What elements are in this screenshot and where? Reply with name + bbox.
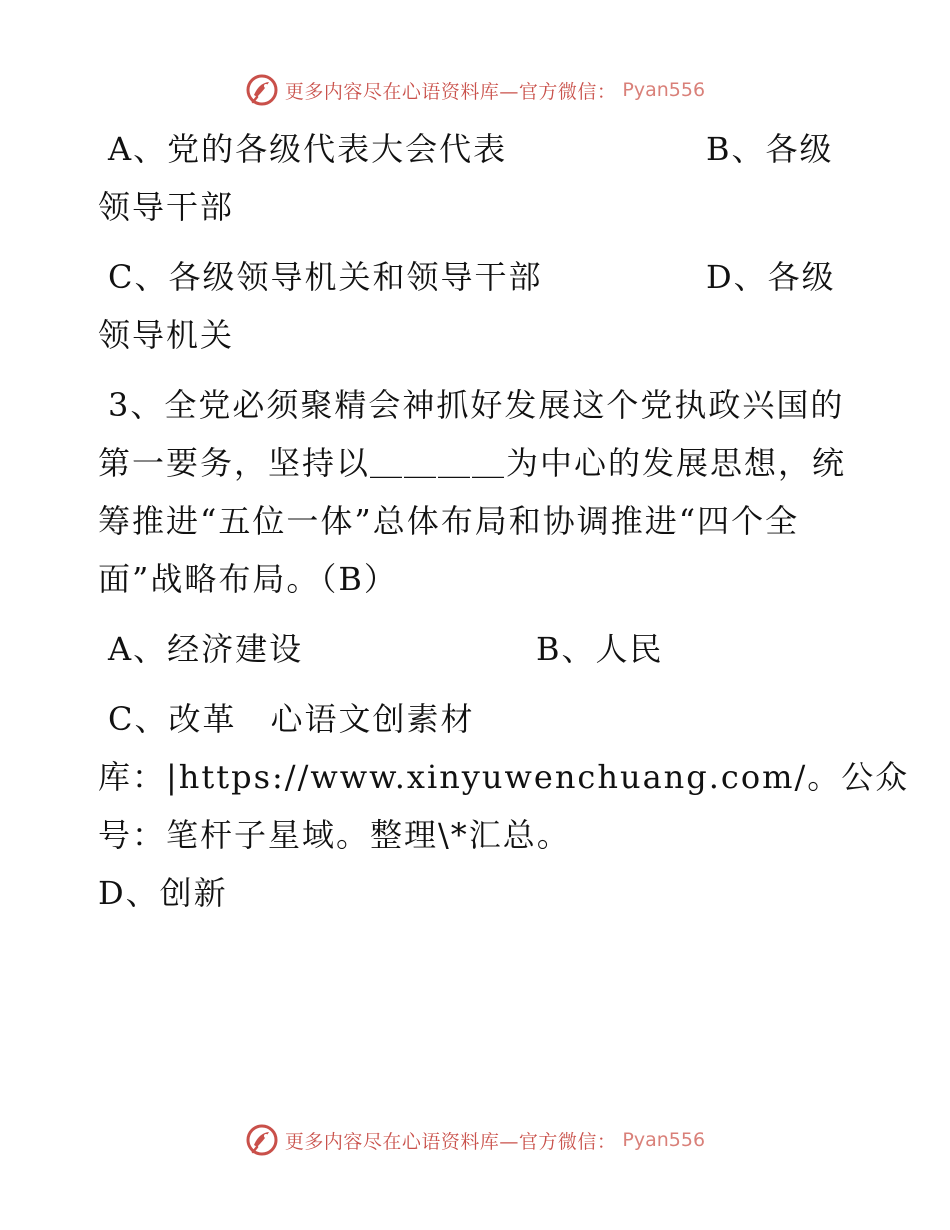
q3-options-row-ab	[98, 620, 858, 678]
q2-option-c: C、各级领导机关和领导干部	[108, 258, 543, 296]
q3-stem-line-4: 面”战略布局。（B）	[98, 560, 398, 598]
footer-brand	[245, 1123, 705, 1157]
q2-options-row-cd	[98, 248, 858, 306]
brand-logo-icon	[245, 73, 279, 107]
watermark-line-1: 库：|https://www.xinyuwenchuang.com/。公众	[98, 758, 910, 796]
q3-stem-line-1: 3、全党必须聚精会神抓好发展这个党执政兴国的	[108, 386, 845, 424]
q3-option-a: A、经济建设	[108, 630, 304, 668]
q3-option-d: D、创新	[98, 874, 228, 912]
q2-option-d-continued: 领导机关	[98, 316, 235, 354]
q2-option-d: D、各级	[706, 258, 836, 296]
page-footer	[0, 1122, 950, 1158]
header-banner-text: 更多内容尽在心语资料库—官方微信：	[284, 80, 617, 103]
q3-option-c: C、改革 心语文创素材	[108, 700, 475, 738]
q3-option-b: B、人民	[536, 630, 664, 668]
page-header	[0, 72, 950, 108]
watermark-line-2: 号：笔杆子星域。整理\*汇总。	[98, 816, 571, 854]
q3-stem-line-3: 筹推进“五位一体”总体布局和协调推进“四个全	[98, 502, 800, 540]
q2-option-b-continued: 领导干部	[98, 188, 235, 226]
q2-option-b: B、各级	[706, 130, 834, 168]
footer-wechat-id: Pyan556	[622, 1129, 706, 1151]
document-body	[98, 120, 910, 922]
footer-banner-text: 更多内容尽在心语资料库—官方微信：	[284, 1130, 617, 1153]
header-wechat-id: Pyan556	[622, 79, 706, 101]
header-brand	[245, 73, 705, 107]
q3-stem-line-2: 第一要务，坚持以＿＿＿＿为中心的发展思想，统	[98, 444, 847, 482]
q2-option-a: A、党的各级代表大会代表	[108, 130, 508, 168]
q2-options-row-ab	[98, 120, 858, 178]
brand-logo-icon	[245, 1123, 279, 1157]
